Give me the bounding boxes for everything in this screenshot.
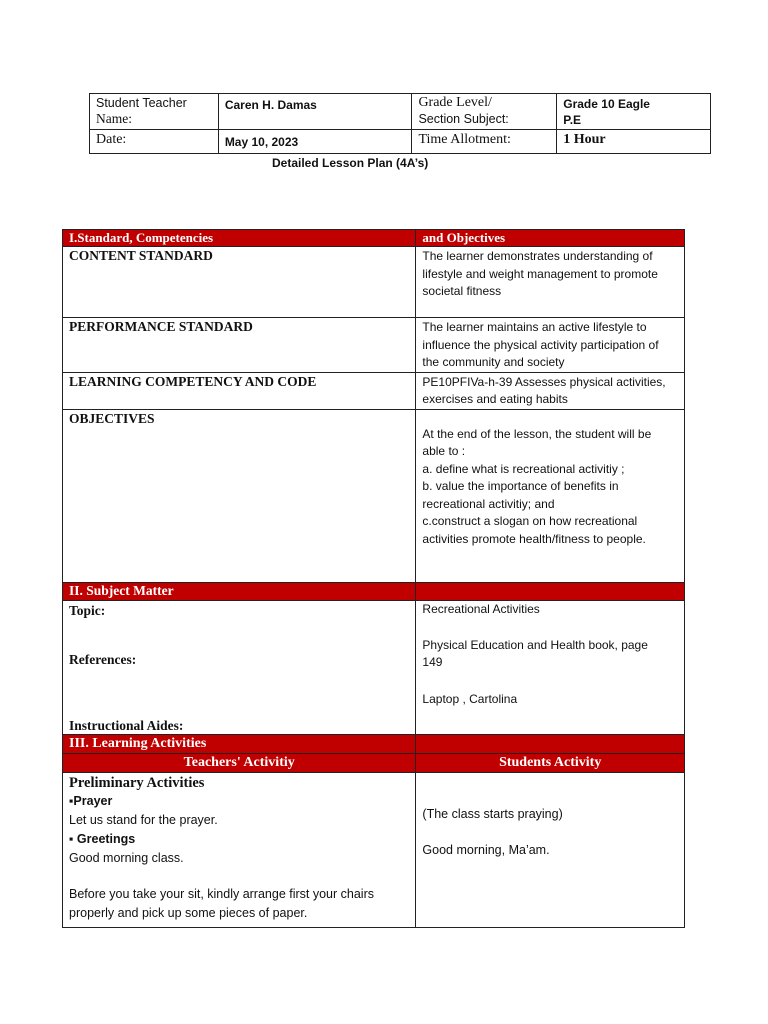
prayer-label: ▪Prayer [69,793,113,808]
performance-line-3: the community and society [422,355,565,369]
content-line-2: lifestyle and weight management to promote [422,266,658,281]
performance-standard-label: PERFORMANCE STANDARD [69,319,253,334]
subject-value: P.E [563,113,582,127]
section1-header-left: I.Standard, Competencies [63,230,416,247]
greetings-text: Good morning class. [69,850,184,865]
objectives-label-cell [63,409,416,582]
date-label-cell [90,130,219,154]
competency-cell [416,372,685,409]
students-activity-header: Students Activity [416,753,685,772]
preliminary-activities: Preliminary Activities [69,774,205,791]
performance-standard-cell [416,318,685,373]
references-line-2: 149 [422,654,443,669]
competency-label: LEARNING COMPETENCY AND CODE [69,373,317,389]
competency-label-cell [63,372,416,409]
student-teacher-label-cell [90,94,219,130]
objectives-line-5: recreational activitiy; and [422,496,555,511]
students-activity-cell [416,772,685,927]
lesson-plan-table [62,229,685,928]
student-prayer: (The class starts praying) [422,806,563,821]
objectives-cell [416,409,685,582]
name-label: Name: [96,111,132,126]
aides-value: Laptop , Cartolina [422,691,518,706]
grade-label-cell [412,94,557,130]
content-standard-label: CONTENT STANDARD [69,248,213,263]
objectives-line-1: At the end of the lesson, the student will be [422,426,652,441]
grade-value-cell [557,94,711,130]
time-value-cell [557,130,711,154]
section3-header-right [416,734,685,753]
objectives-line-7: activities promote health/fitness to people. [422,531,646,546]
performance-standard-label-cell [63,318,416,373]
topic-value: Recreational Activities [422,601,540,616]
section1-header-right: and Objectives [416,230,685,247]
performance-line-1: The learner maintains an active lifestyle to [422,320,647,334]
teachers-activity-cell [63,772,416,927]
prayer-text: Let us stand for the prayer. [69,812,218,827]
section2-header-right [416,582,685,600]
grade-value: Grade 10 Eagle [563,97,650,111]
header-info-table [89,93,711,154]
arrange-line-2: properly and pick up some pieces of paper. [69,905,308,920]
date-value: May 10, 2023 [224,135,299,149]
student-teacher-value-cell [218,94,412,130]
topic-label: Topic: [69,602,106,618]
section2-header: II. Subject Matter [63,582,416,600]
teachers-activity-header: Teachers' Activitiy [63,753,416,772]
arrange-line-1: Before you take your sit, kindly arrange first your chairs [69,886,374,901]
grade-level-label: Grade Level/ [418,95,492,110]
date-label: Date: [96,132,127,147]
objectives-line-6: c.construct a slogan on how recreational [422,514,638,528]
aides-label: Instructional Aides: [69,717,184,733]
subject-matter-values-cell [416,600,685,734]
references-label: References: [69,651,137,667]
content-standard-cell [416,247,685,318]
section-subject-label: Section Subject: [418,112,509,126]
time-label: Time Allotment: [418,132,511,147]
greetings-label: ▪ Greetings [69,831,136,846]
student-greeting: Good morning, Ma’am. [422,842,550,857]
subject-matter-labels-cell [63,600,416,734]
competency-line-2: exercises and eating habits [422,392,568,406]
time-value: 1 Hour [563,132,606,147]
section3-header: III. Learning Activities [63,734,416,753]
student-teacher-label: Student Teacher [96,96,187,110]
content-standard-label-cell [63,247,416,318]
references-line-1: Physical Education and Health book, page [422,637,648,652]
objectives-line-2: able to : [422,444,466,458]
objectives-line-4: b. value the importance of benefits in [422,479,619,493]
content-line-3: societal fitness [422,284,502,298]
student-teacher-value: Caren H. Damas [224,98,317,112]
date-value-cell [218,130,412,154]
objectives-line-3: a. define what is recreational activitiy ; [422,461,625,476]
performance-line-2: influence the physical activity participation of [422,337,659,352]
time-label-cell [412,130,557,154]
page-title: Detailed Lesson Plan (4A’s) [272,156,429,170]
competency-line-1: PE10PFIVa-h-39 Assesses physical activities, [422,374,666,389]
content-line-1: The learner demonstrates understanding of [422,249,653,263]
objectives-label: OBJECTIVES [69,410,155,426]
